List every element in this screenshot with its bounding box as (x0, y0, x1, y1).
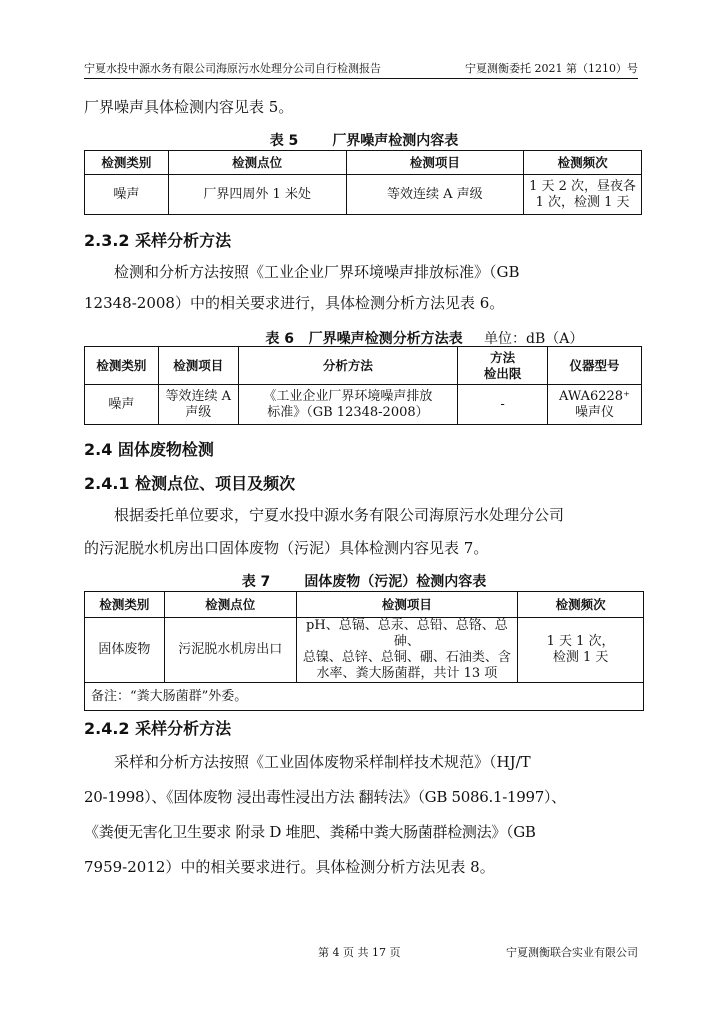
table6-instrument (548, 385, 642, 425)
table6-category: 噪声 (85, 385, 159, 425)
table5-frequency (524, 175, 642, 215)
section-2-4-heading: 2.4 固体废物检测 (84, 440, 214, 459)
table7-items (296, 618, 518, 683)
header-report-number: 宁夏测衡委托 2021 第（1210）号 (465, 62, 638, 75)
section-2-4-1-heading: 2.4.1 检测点位、项目及频次 (84, 474, 296, 493)
section-2-3-2-line1: 检测和分析方法按照《工业企业厂界环境噪声排放标准》（GB (114, 263, 520, 281)
intro-paragraph: 厂界噪声具体检测内容见表 5。 (84, 98, 294, 116)
table7-items-line1: pH、总镉、总汞、总铅、总铬、总砷、 (306, 618, 508, 649)
table5-caption (84, 130, 644, 150)
table5-header-item: 检测项目 (346, 151, 524, 175)
table6-number: 表 6 (265, 331, 294, 347)
section-2-3-2-heading: 2.3.2 采样分析方法 (84, 231, 232, 250)
table7-items-line2: 总镍、总锌、总铜、硼、石油类、含 (302, 650, 511, 665)
table6-header-instrument: 仪器型号 (548, 347, 642, 385)
table7-note: 备注：“粪大肠菌群”外委。 (85, 683, 644, 711)
section-2-3-2-line2: 12348-2008）中的相关要求进行，具体检测分析方法见表 6。 (84, 294, 505, 312)
table7-header-item: 检测项目 (296, 592, 518, 618)
table5-header-row (85, 151, 642, 175)
table7-row (85, 618, 644, 683)
section-2-3-2-paragraph (84, 257, 644, 288)
table6-item-line2: 声级 (185, 404, 212, 420)
table5-title: 厂界噪声检测内容表 (332, 133, 459, 149)
table6-header-limit-line1: 方法 (490, 349, 516, 365)
header-divider (84, 78, 638, 79)
table7-header-point: 检测点位 (164, 592, 296, 618)
table6-method (238, 385, 458, 425)
table7 (84, 591, 644, 711)
table5 (84, 150, 642, 215)
table6-instrument-line2: 噪声仪 (574, 404, 614, 420)
table7-note-row (85, 683, 644, 711)
table6-title: 厂界噪声检测分析方法表 (308, 331, 463, 347)
table6-header-item: 检测项目 (158, 347, 238, 385)
table5-header-point: 检测点位 (168, 151, 346, 175)
table7-title: 固体废物（污泥）检测内容表 (304, 574, 487, 590)
table6-header-limit-line2: 检出限 (483, 365, 522, 381)
table5-frequency-line1: 1 天 2 次，昼夜各 (529, 178, 637, 194)
section-2-4-2-line4: 7959-2012）中的相关要求进行。具体检测分析方法见表 8。 (84, 858, 495, 876)
table5-header-frequency: 检测频次 (524, 151, 642, 175)
table6-item-line1: 等效连续 A (165, 388, 232, 404)
table7-frequency (518, 618, 644, 683)
table6 (84, 346, 642, 425)
table6-item (158, 385, 238, 425)
table7-items-line3: 水率、粪大肠菌群，共计 13 项 (316, 666, 498, 681)
section-2-4-2-line3: 《粪便无害化卫生要求 附录 D 堆肥、粪稀中粪大肠菌群检测法》（GB (84, 823, 536, 841)
header-report-title: 宁夏水投中源水务有限公司海原污水处理分公司自行检测报告 (84, 62, 381, 75)
table7-number: 表 7 (241, 574, 271, 590)
table5-row (85, 175, 642, 215)
section-2-4-2-line2: 20-1998）、《固体废物 浸出毒性浸出方法 翻转法》（GB 5086.1-1997）、 (84, 788, 566, 806)
table5-item: 等效连续 A 声级 (346, 175, 524, 215)
table6-header-method: 分析方法 (238, 347, 458, 385)
table7-frequency-line2: 检测 1 天 (552, 650, 609, 665)
section-2-4-2-line1: 采样和分析方法按照《工业固体废物采样制样技术规范》（HJ/T (114, 753, 531, 771)
footer-page-number: 第 4 页 共 17 页 (318, 946, 401, 959)
section-2-4-1-line2: 的污泥脱水机房出口固体废物（污泥）具体检测内容见表 7。 (84, 539, 489, 557)
table7-category: 固体废物 (85, 618, 165, 683)
table7-header-category: 检测类别 (85, 592, 165, 618)
table7-frequency-line1: 1 天 1 次， (546, 634, 615, 649)
table5-header-category: 检测类别 (85, 151, 169, 175)
table6-header-row (85, 347, 642, 385)
section-2-4-2-heading: 2.4.2 采样分析方法 (84, 719, 232, 738)
table7-header-row (85, 592, 644, 618)
table6-header-category: 检测类别 (85, 347, 159, 385)
table5-point: 厂界四周外 1 米处 (168, 175, 346, 215)
table6-caption (84, 328, 644, 348)
table5-category: 噪声 (85, 175, 169, 215)
table7-header-frequency: 检测频次 (518, 592, 644, 618)
table6-limit: - (458, 385, 548, 425)
footer-company: 宁夏测衡联合实业有限公司 (506, 946, 638, 959)
table7-point: 污泥脱水机房出口 (164, 618, 296, 683)
section-2-4-1-line1: 根据委托单位要求，宁夏水投中源水务有限公司海原污水处理分公司 (114, 506, 565, 524)
table6-header-limit (458, 347, 548, 385)
table7-caption (84, 571, 644, 591)
table5-frequency-line2: 1 次，检测 1 天 (535, 194, 630, 210)
table6-method-line1: 《工业企业厂界环境噪声排放 (263, 388, 433, 404)
table5-number: 表 5 (269, 133, 299, 149)
table6-unit: 单位：dB（A） (484, 331, 584, 347)
table6-method-line2: 标准》（GB 12348-2008） (267, 404, 429, 420)
table6-instrument-line1: AWA6228⁺ (559, 388, 630, 404)
table6-row (85, 385, 642, 425)
